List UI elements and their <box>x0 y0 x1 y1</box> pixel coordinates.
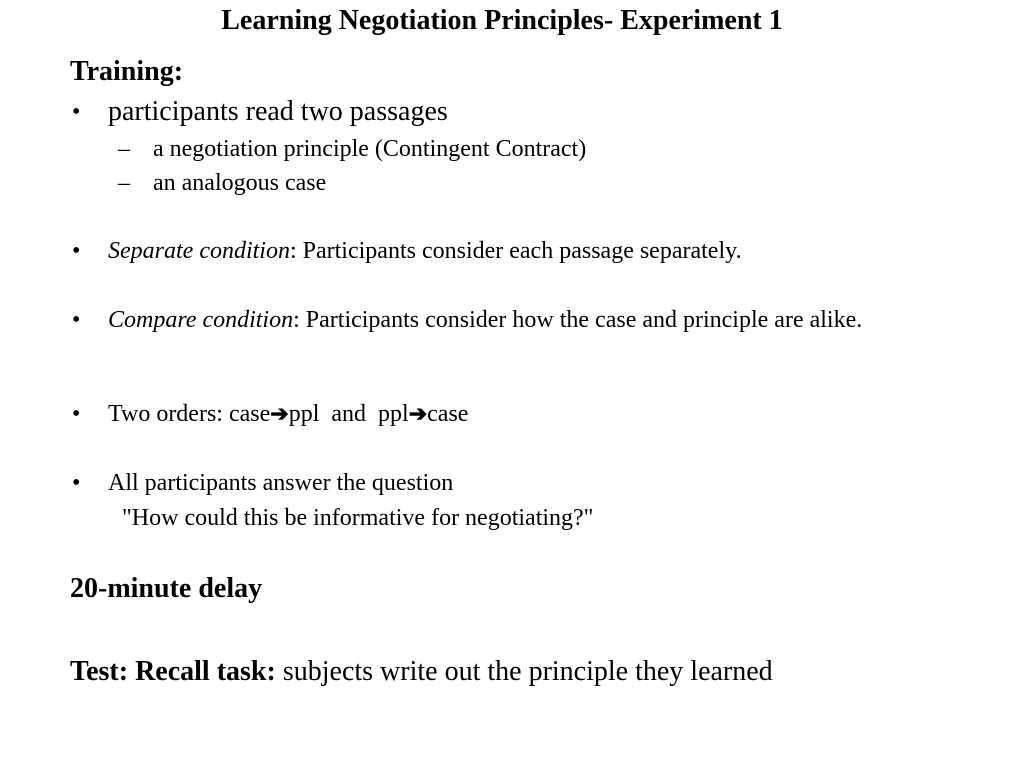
dash-marker: – <box>118 136 130 162</box>
test-text: subjects write out the principle they learned <box>275 656 773 687</box>
separate-condition-text: : Participants consider each passage separately. <box>289 238 742 264</box>
training-heading: Training: <box>70 56 184 87</box>
bullet-marker: • <box>72 238 81 264</box>
sub-bullet-principle: a negotiation principle (Contingent Contract) <box>153 136 587 162</box>
bullet-two-orders <box>108 400 468 428</box>
bullet-marker: • <box>72 99 81 125</box>
question-quote: "How could this be informative for negotiating?" <box>122 505 594 531</box>
bullet-read-passages: participants read two passages <box>108 96 448 127</box>
compare-condition-text: : Participants consider how the case and principle are alike. <box>293 307 863 333</box>
right-arrow-icon: ➔ <box>270 401 289 426</box>
separate-condition-label: Separate condition <box>108 238 290 264</box>
bullet-marker: • <box>72 401 81 427</box>
test-line <box>70 655 773 689</box>
bullet-answer-question: All participants answer the question <box>108 470 454 496</box>
delay-heading: 20-minute delay <box>70 573 263 604</box>
bullet-separate-condition <box>108 237 742 265</box>
bullet-marker: • <box>72 307 81 333</box>
dash-marker: – <box>118 170 130 196</box>
test-label: Test: Recall task: <box>70 656 276 687</box>
sub-bullet-case: an analogous case <box>153 170 327 196</box>
right-arrow-icon: ➔ <box>408 401 428 426</box>
orders-mid: ppl and ppl <box>288 401 409 427</box>
orders-prefix: Two orders: case <box>108 401 271 427</box>
slide-title: Learning Negotiation Principles- Experiment 1 <box>221 5 783 36</box>
compare-condition-label: Compare condition <box>108 307 294 333</box>
bullet-marker: • <box>72 470 81 496</box>
orders-suffix: case <box>427 401 469 427</box>
bullet-compare-condition <box>108 306 948 334</box>
